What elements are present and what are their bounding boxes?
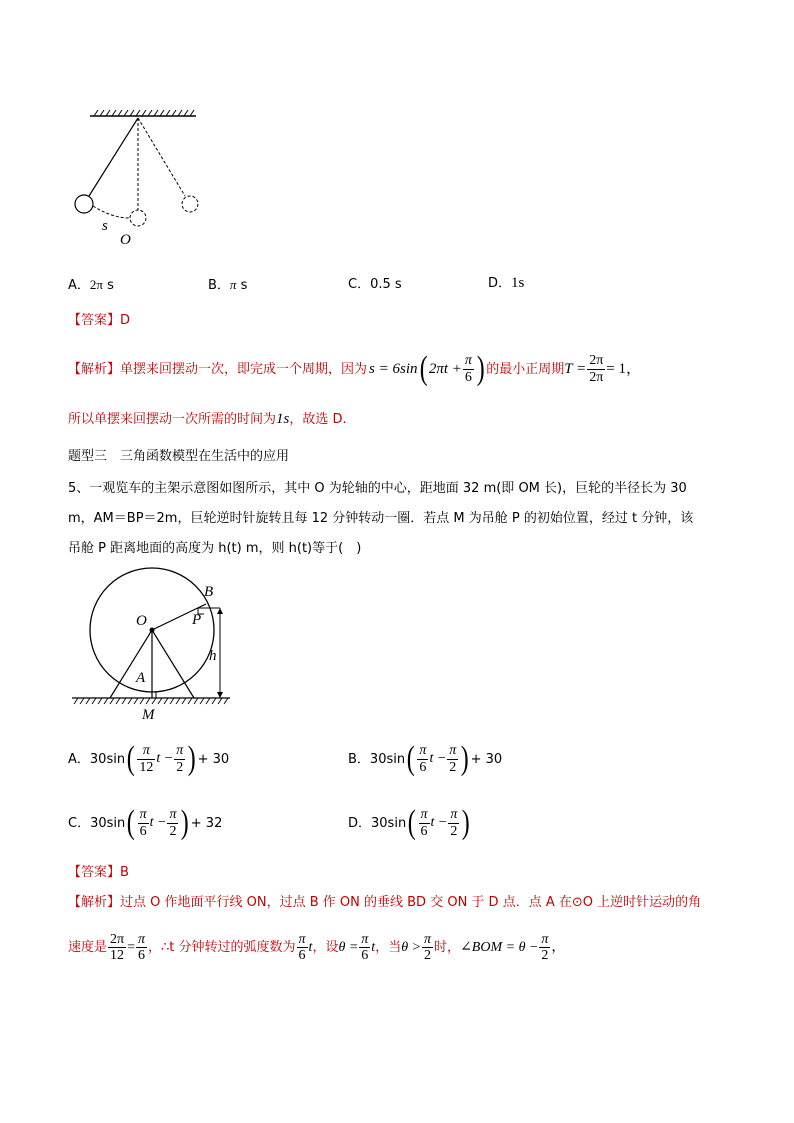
q5-line3: 吊舱 P 距离地面的高度为 h(t) m，则 h(t)等于( ) [68, 541, 362, 556]
q4-option-c: C．0.5 s [348, 277, 402, 292]
q5-analysis-line2: 速度是 $\frac{2\pi}{12}$ = $\frac{\pi}{6}$ ，∴t 分钟转过的弧度数为 $\frac{\pi}{6}$ t ，设 θ = $\frac{\pi}{6}$ t ，当 θ > $\frac{\pi}{2}$ 时， ∠BOM = θ − $\frac{\pi}{2}$ ， [68, 932, 566, 964]
fig-label-o: O [136, 613, 147, 629]
fig-label-p: P [192, 612, 202, 628]
q4-option-a: A．2π s [68, 277, 114, 293]
q4-answer: 【答案】D [68, 313, 131, 328]
q4-analysis-line2: 所以单摆来回摆动一次所需的时间为1s，故选 D. [68, 411, 347, 427]
pendulum-figure [60, 108, 220, 248]
label-s: s [102, 218, 108, 234]
section-title: 题型三 三角函数模型在生活中的应用 [68, 449, 290, 464]
fig-label-m: M [142, 707, 155, 723]
ferris-wheel-figure [70, 570, 240, 725]
q5-option-a: A． 30sin ( $\frac{\pi}{12}$ t − $\frac{\pi}{2}$ ) + 30 [68, 740, 230, 777]
q5-line1: 5、一观览车的主架示意图如图所示，其中 O 为轮轴的中心，距地面 32 m(即 OM 长)，巨轮的半径长为 30 [68, 481, 687, 496]
q5-line2: m，AM＝BP＝2m，巨轮逆时针旋转且每 12 分钟转动一圈．若点 M 为吊舱 P 的初始位置，经过 t 分钟，该 [68, 511, 694, 526]
fig-label-b: B [204, 584, 214, 600]
q5-analysis-line1: 【解析】过点 O 作地面平行线 ON，过点 B 作 ON 的垂线 BD 交 ON 于 D 点．点 A 在⊙O 上逆时针运动的角 [68, 895, 702, 910]
q4-analysis-line1: 【解析】 单摆来回摆动一次，即完成一个周期，因为 s = 6sin ( 2πt + $\frac{\pi}{6}$ ) 的最小正周期 T = $\frac{2\pi}{2\pi}$ = 1， [68, 350, 641, 387]
q5-option-b: B． 30sin ( $\frac{\pi}{6}$ t − $\frac{\pi}{2}$ ) + 30 [348, 740, 503, 777]
label-o: O [120, 232, 131, 248]
q5-option-c: C． 30sin ( $\frac{\pi}{6}$ t − $\frac{\pi}{2}$ ) + 32 [68, 804, 223, 841]
fig-label-a: A [136, 670, 146, 686]
q4-option-d: D．1s [488, 275, 525, 291]
q4-option-b: B．π s [208, 277, 248, 293]
q5-answer: 【答案】B [68, 865, 129, 880]
q5-option-d: D． 30sin ( $\frac{\pi}{6}$ t − $\frac{\pi}{2}$ ) [348, 804, 471, 841]
fig-label-h: h [209, 648, 217, 664]
